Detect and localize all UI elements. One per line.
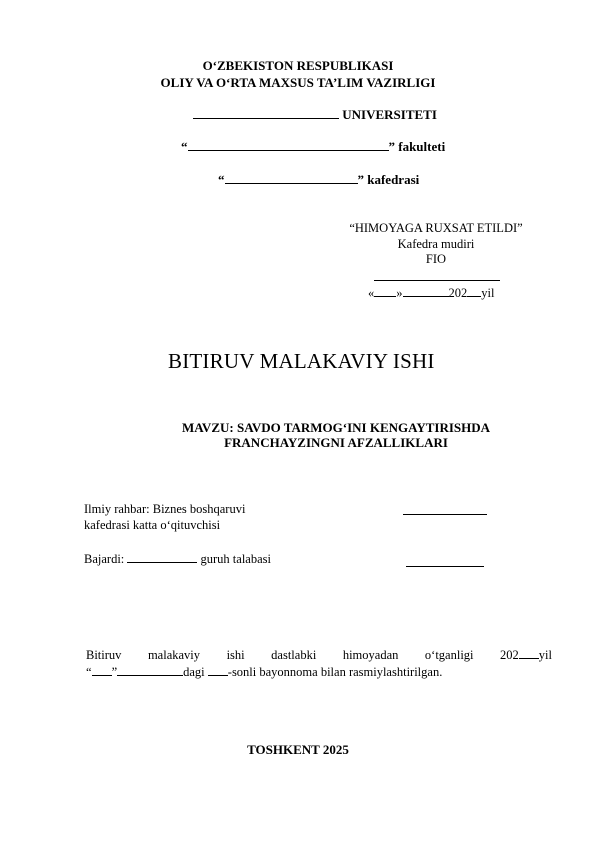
date-close-quote: » — [396, 286, 403, 300]
ministry-country: O‘ZBEKISTON RESPUBLIKASI — [202, 58, 394, 73]
defense-tail: -sonli bayonnoma bilan rasmiylashtirilgan. — [227, 665, 443, 679]
approval-heading: “HIMOYAGA RUXSAT ETILDI” — [349, 221, 523, 235]
defense-line-2 — [86, 665, 442, 680]
supervisor-signature-line — [403, 514, 487, 515]
department-open-quote: “ — [218, 172, 225, 187]
date-year-prefix: 202 — [448, 286, 468, 300]
student-prefix: Bajardi: — [84, 552, 128, 566]
student-line — [84, 552, 271, 567]
faculty-line — [181, 139, 445, 155]
approval-signature-line — [374, 280, 500, 281]
university-line — [193, 107, 437, 123]
defense-word: o‘tganligi — [424, 648, 474, 662]
defense-year — [500, 648, 552, 663]
defense-word: himoyadan — [342, 648, 399, 662]
defense-number-blank — [208, 665, 228, 676]
defense-word: ishi — [226, 648, 245, 662]
defense-dagi: dagi — [183, 665, 208, 679]
faculty-blank — [188, 140, 389, 151]
defense-close-quote: ” — [111, 665, 118, 679]
university-blank — [193, 108, 339, 119]
approval-fio: FIO — [425, 252, 447, 266]
date-open-quote: « — [368, 286, 375, 300]
student-signature-line — [406, 566, 484, 567]
supervisor-line-2: kafedrasi katta o‘qituvchisi — [84, 518, 221, 532]
topic-line-2: FRANCHAYZINGNI AFZALLIKLARI — [224, 435, 448, 450]
university-suffix: UNIVERSITETI — [342, 107, 437, 122]
date-day-blank — [374, 286, 396, 297]
defense-day-blank — [92, 665, 112, 676]
ministry-name: OLIY VA O‘RTA MAXSUS TA’LIM VAZIRLIGI — [160, 75, 436, 90]
defense-open-quote: “ — [86, 665, 92, 679]
defense-word: dastlabki — [271, 648, 317, 662]
approval-head-of-department: Kafedra mudiri — [397, 237, 475, 251]
approval-date — [368, 286, 494, 301]
faculty-suffix: ” fakulteti — [388, 139, 446, 154]
topic-line-1: MAVZU: SAVDO TARMOG‘INI KENGAYTIRISHDA — [181, 420, 491, 435]
document-title: BITIRUV MALAKAVIY ISHI — [168, 349, 435, 373]
date-year-blank — [467, 286, 481, 297]
department-line — [218, 172, 419, 188]
department-blank — [225, 173, 358, 184]
defense-line-1 — [86, 648, 552, 663]
defense-word: malakaviy — [147, 648, 201, 662]
group-blank — [127, 552, 197, 563]
defense-month-blank — [117, 665, 183, 676]
defense-year-suffix: yil — [538, 648, 552, 662]
defense-word: Bitiruv — [86, 648, 122, 662]
date-year-suffix: yil — [481, 286, 495, 300]
city-year: TOSHKENT 2025 — [247, 742, 349, 757]
faculty-open-quote: “ — [181, 139, 188, 154]
department-suffix: ” kafedrasi — [357, 172, 420, 187]
defense-year-blank — [519, 648, 539, 659]
defense-year-prefix: 202 — [500, 648, 519, 662]
date-month-blank — [403, 286, 449, 297]
supervisor-line-1: Ilmiy rahbar: Biznes boshqaruvi — [84, 502, 246, 516]
student-suffix: guruh talabasi — [197, 552, 271, 566]
